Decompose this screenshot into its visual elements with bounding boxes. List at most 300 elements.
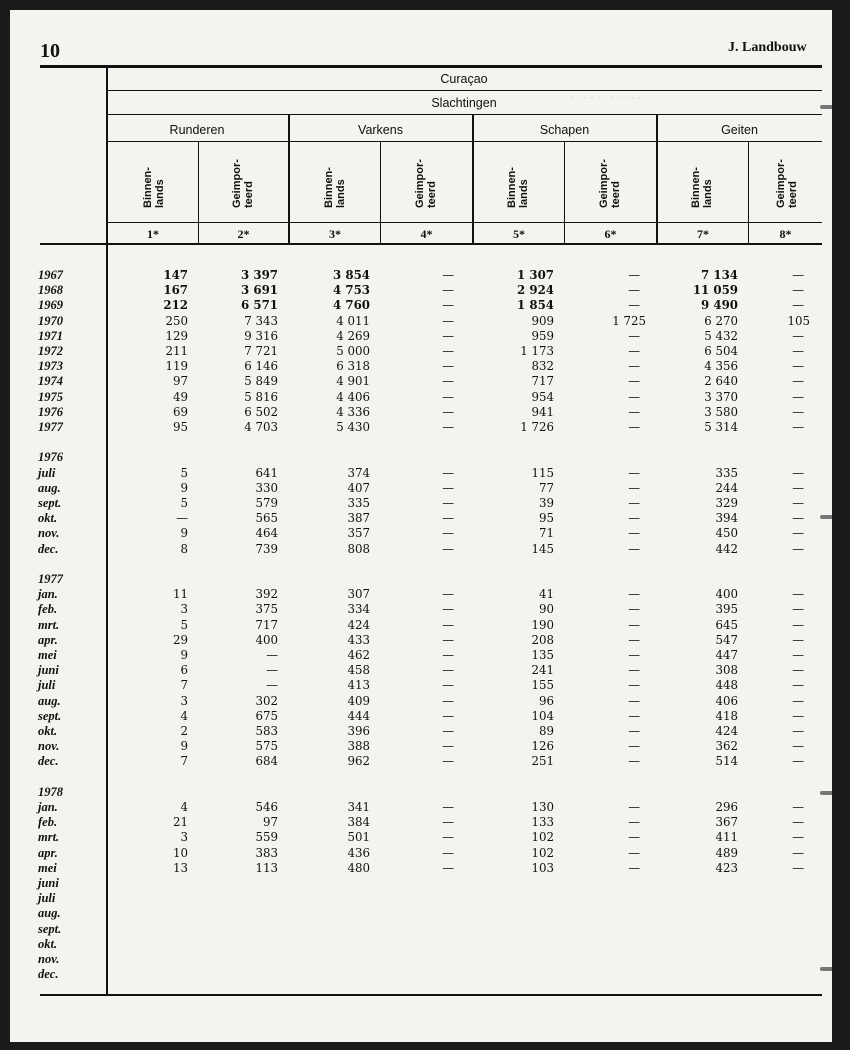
- table-cell: 244: [715, 480, 738, 495]
- table-cell: —: [442, 344, 454, 358]
- table-cell: 329: [715, 496, 738, 510]
- table-cell: 384: [347, 815, 370, 830]
- table-cell: 2 924: [517, 283, 554, 298]
- table-cell: 3 691: [241, 283, 278, 298]
- table-cell: 418: [715, 708, 738, 723]
- subheader-geimporteerd-2: Geimpor- teerd: [231, 159, 255, 208]
- table-cell: —: [628, 617, 640, 632]
- row-label: aug.: [38, 480, 61, 495]
- row-label: apr.: [38, 845, 58, 860]
- row-label: mei: [38, 648, 57, 662]
- table-cell: 433: [347, 632, 370, 647]
- table-cell: —: [442, 404, 454, 419]
- table-cell: —: [628, 389, 640, 404]
- table-cell: —: [266, 678, 278, 693]
- table-cell: —: [792, 587, 804, 602]
- table-cell: 3 580: [704, 404, 738, 419]
- table-cell: 330: [255, 480, 278, 495]
- table-cell: —: [442, 830, 454, 845]
- table-cell: 5 816: [244, 389, 278, 404]
- table-cell: 6 270: [704, 313, 738, 328]
- table-cell: 717: [255, 617, 278, 632]
- table-cell: —: [628, 283, 640, 298]
- table-cell: 6 571: [241, 298, 278, 313]
- table-cell: 211: [165, 344, 188, 358]
- colnum-2: 2*: [237, 227, 250, 241]
- table-cell: —: [442, 754, 454, 769]
- table-cell: 367: [715, 815, 738, 830]
- row-label: sept.: [38, 708, 62, 723]
- table-cell: 424: [715, 724, 738, 738]
- table-cell: —: [628, 830, 640, 845]
- table-cell: —: [442, 632, 454, 647]
- table-cell: —: [442, 374, 454, 389]
- table-cell: —: [442, 328, 454, 343]
- table-cell: —: [442, 617, 454, 632]
- row-label: juli: [38, 465, 56, 480]
- table-cell: 546: [255, 800, 278, 814]
- table-cell: 145: [531, 541, 554, 556]
- table-cell: —: [792, 328, 804, 343]
- table-cell: 119: [165, 359, 188, 374]
- table-cell: —: [792, 648, 804, 662]
- table-cell: —: [442, 708, 454, 723]
- row-label: mei: [38, 860, 57, 875]
- table-cell: —: [442, 420, 454, 434]
- table-cell: 97: [172, 374, 188, 389]
- table-cell: 9 316: [244, 328, 278, 343]
- table-cell: 4 901: [336, 374, 370, 389]
- colnum-4: 4*: [420, 227, 433, 241]
- header-runderen: Runderen: [169, 123, 225, 137]
- table-cell: 717: [531, 374, 554, 389]
- row-label: 1971: [38, 328, 63, 343]
- table-cell: —: [792, 465, 804, 480]
- table-cell: —: [628, 268, 640, 282]
- colnum-7: 7*: [697, 227, 709, 241]
- table-cell: —: [792, 389, 804, 404]
- table-cell: 308: [715, 663, 738, 678]
- table-cell: 400: [715, 587, 738, 602]
- table-cell: 436: [347, 845, 370, 860]
- table-cell: 135: [531, 648, 554, 662]
- row-label: 1977: [38, 420, 63, 434]
- table-cell: 4 269: [336, 328, 370, 343]
- table-cell: 105: [787, 313, 810, 328]
- table-cell: —: [442, 800, 454, 814]
- table-cell: 5: [180, 465, 188, 480]
- table-cell: —: [628, 860, 640, 875]
- table-cell: —: [442, 845, 454, 860]
- row-label: 1976: [38, 404, 63, 419]
- table-cell: 29: [172, 632, 188, 647]
- table-cell: —: [628, 632, 640, 647]
- table-cell: 9 490: [701, 298, 738, 313]
- stub-divider: [106, 65, 108, 996]
- row-label: 1968: [38, 283, 63, 298]
- table-cell: 13: [172, 860, 188, 875]
- subheader-binnenlands-1: Binnen- lands: [142, 167, 166, 208]
- table-cell: —: [792, 298, 804, 313]
- row-label: 1974: [38, 374, 63, 389]
- table-cell: 334: [347, 602, 370, 617]
- table-cell: 362: [715, 739, 738, 754]
- table-cell: 1 173: [520, 344, 554, 358]
- table-cell: —: [628, 693, 640, 708]
- table-cell: 7 343: [244, 313, 278, 328]
- table-cell: 375: [255, 602, 278, 617]
- table-cell: —: [442, 283, 454, 298]
- subheader-binnenlands-5: Binnen- lands: [506, 167, 530, 208]
- table-cell: 7: [180, 678, 188, 693]
- table-cell: —: [266, 648, 278, 662]
- table-cell: 115: [531, 465, 554, 480]
- table-cell: 5 314: [704, 420, 738, 434]
- table-cell: —: [628, 404, 640, 419]
- table-cell: —: [792, 830, 804, 845]
- table-cell: 9: [180, 480, 188, 495]
- table-cell: 167: [163, 283, 188, 298]
- table-cell: 5: [180, 617, 188, 632]
- row-label: 1970: [38, 313, 63, 328]
- table-cell: 565: [255, 511, 278, 526]
- table-cell: —: [442, 268, 454, 282]
- row-label: nov.: [38, 526, 60, 541]
- row-label: 1978: [38, 784, 63, 799]
- table-cell: —: [442, 815, 454, 830]
- binder-ring: [820, 791, 832, 795]
- table-cell: 5 849: [244, 374, 278, 389]
- table-cell: 400: [255, 632, 278, 647]
- subheader-binnenlands-3: Binnen- lands: [323, 167, 347, 208]
- row-label: apr.: [38, 632, 58, 647]
- table-cell: —: [266, 663, 278, 678]
- table-cell: 103: [531, 860, 554, 875]
- table-cell: —: [792, 617, 804, 632]
- row-label: okt.: [38, 724, 58, 738]
- table-cell: 411: [715, 830, 738, 845]
- table-cell: —: [792, 693, 804, 708]
- table-cell: 909: [531, 313, 554, 328]
- table-cell: 41: [538, 587, 554, 602]
- table-cell: 423: [715, 860, 738, 875]
- binder-ring: [820, 515, 832, 519]
- row-label: 1977: [38, 572, 63, 586]
- table-cell: 130: [531, 800, 554, 814]
- table-cell: —: [792, 526, 804, 541]
- table-cell: —: [792, 815, 804, 830]
- table-cell: 208: [531, 632, 554, 647]
- table-cell: —: [792, 404, 804, 419]
- table-cell: 95: [172, 420, 188, 434]
- table-cell: 387: [347, 511, 370, 526]
- bottom-rule: [40, 994, 822, 996]
- table-cell: —: [628, 602, 640, 617]
- table-cell: —: [628, 298, 640, 313]
- table-cell: 90: [538, 602, 554, 617]
- table-cell: —: [628, 754, 640, 769]
- table-cell: —: [442, 739, 454, 754]
- table-cell: 7: [180, 754, 188, 769]
- table-cell: 396: [347, 724, 370, 738]
- table-cell: —: [442, 389, 454, 404]
- table-cell: 335: [347, 496, 370, 510]
- row-label: feb.: [38, 815, 58, 830]
- table-cell: —: [792, 496, 804, 510]
- colnum-6: 6*: [604, 227, 617, 241]
- table-cell: 6: [180, 663, 188, 678]
- table-cell: 1 307: [517, 268, 554, 282]
- row-label: juli: [38, 678, 56, 693]
- table-cell: —: [792, 708, 804, 723]
- table-cell: 514: [715, 754, 738, 769]
- table-cell: 4 336: [336, 404, 370, 419]
- table-cell: 251: [531, 754, 554, 769]
- table-cell: 302: [255, 693, 278, 708]
- header-region: Curaçao: [440, 72, 488, 86]
- table-cell: —: [792, 632, 804, 647]
- row-label: okt.: [38, 936, 58, 951]
- table-cell: 39: [538, 496, 554, 510]
- table-cell: —: [628, 374, 640, 389]
- row-label: dec.: [38, 967, 59, 982]
- table-cell: —: [628, 663, 640, 678]
- table-cell: 4 753: [333, 283, 370, 298]
- table-cell: —: [792, 374, 804, 389]
- row-label: sept.: [38, 921, 62, 936]
- row-label: nov.: [38, 739, 60, 754]
- table-cell: 335: [715, 465, 738, 480]
- table-cell: —: [442, 526, 454, 541]
- colnum-3: 3*: [329, 227, 341, 241]
- table-cell: 10: [172, 845, 188, 860]
- table-cell: 559: [255, 830, 278, 845]
- table-cell: —: [442, 724, 454, 738]
- table-cell: —: [628, 344, 640, 358]
- table-cell: 447: [715, 648, 738, 662]
- header-geiten: Geiten: [721, 123, 758, 137]
- row-label: 1967: [38, 268, 63, 282]
- table-cell: 5 432: [704, 328, 738, 343]
- row-label: juni: [38, 876, 59, 890]
- row-label: dec.: [38, 754, 59, 769]
- row-label: sept.: [38, 496, 62, 510]
- table-cell: —: [792, 724, 804, 738]
- table-cell: —: [628, 465, 640, 480]
- table-cell: 296: [715, 800, 738, 814]
- row-label: aug.: [38, 693, 61, 708]
- table-cell: —: [628, 815, 640, 830]
- table-cell: 4 703: [244, 420, 278, 434]
- table-cell: 1 725: [612, 313, 646, 328]
- row-label: 1972: [38, 344, 63, 358]
- page: [10, 10, 832, 1042]
- row-label: okt.: [38, 511, 58, 526]
- row-label: 1975: [38, 389, 63, 404]
- table-cell: —: [792, 663, 804, 678]
- table-cell: —: [792, 420, 804, 434]
- table-cell: —: [628, 328, 640, 343]
- page-number: 10: [40, 40, 60, 62]
- table-cell: —: [442, 663, 454, 678]
- row-label: dec.: [38, 541, 59, 556]
- row-label: aug.: [38, 906, 61, 921]
- table-cell: —: [792, 283, 804, 298]
- table-cell: 7 134: [701, 268, 738, 282]
- table-cell: 7 721: [244, 344, 278, 358]
- table-cell: 4 760: [333, 298, 370, 313]
- table-cell: 1 726: [520, 420, 554, 434]
- table-cell: 394: [715, 511, 738, 526]
- table-cell: 5 000: [336, 344, 370, 358]
- table-cell: —: [442, 313, 454, 328]
- rule-animals: [106, 141, 822, 142]
- header-schapen: Schapen: [539, 123, 590, 137]
- table-cell: 250: [165, 313, 188, 328]
- table-cell: 6 502: [244, 404, 278, 419]
- table-cell: 241: [531, 663, 554, 678]
- row-label: juli: [38, 891, 56, 906]
- table-cell: —: [628, 845, 640, 860]
- table-cell: 113: [255, 860, 278, 875]
- table-cell: 450: [715, 526, 738, 541]
- table-cell: 95: [538, 511, 554, 526]
- table-cell: —: [628, 678, 640, 693]
- row-label: mrt.: [38, 617, 60, 632]
- table-cell: 1 854: [517, 298, 554, 313]
- row-label: jan.: [38, 800, 58, 814]
- table-cell: 575: [255, 739, 278, 754]
- table-cell: 307: [347, 587, 370, 602]
- table-cell: —: [792, 602, 804, 617]
- table-cell: 645: [715, 617, 738, 632]
- table-cell: —: [442, 496, 454, 510]
- table-cell: 9: [180, 526, 188, 541]
- table-cell: 3: [180, 602, 188, 617]
- table-cell: 579: [255, 496, 278, 510]
- table-cell: 6 146: [244, 359, 278, 374]
- table-cell: 464: [255, 526, 278, 541]
- table-cell: —: [628, 648, 640, 662]
- table-cell: 4: [180, 708, 188, 723]
- table-cell: —: [792, 268, 804, 282]
- table-cell: 3: [180, 693, 188, 708]
- rule-curacao: [106, 90, 822, 91]
- table-cell: —: [628, 708, 640, 723]
- table-cell: —: [628, 526, 640, 541]
- subheader-geimporteerd-8: Geimpor- teerd: [775, 159, 799, 208]
- row-label: 1973: [38, 359, 63, 374]
- table-cell: 3 370: [704, 389, 738, 404]
- table-cell: 395: [715, 602, 738, 617]
- table-cell: 501: [347, 830, 370, 845]
- table-cell: 129: [165, 328, 188, 343]
- table-cell: —: [442, 678, 454, 693]
- table-cell: —: [442, 465, 454, 480]
- table-cell: 424: [347, 617, 370, 632]
- table-cell: 49: [172, 389, 188, 404]
- table-cell: —: [628, 724, 640, 738]
- binder-ring: [820, 967, 832, 971]
- table-cell: 3: [180, 830, 188, 845]
- table-cell: —: [792, 511, 804, 526]
- table-cell: —: [442, 587, 454, 602]
- table-cell: 6 504: [704, 344, 738, 358]
- row-label: 1976: [38, 450, 63, 465]
- table-cell: 4 406: [336, 389, 370, 404]
- table-cell: 3 397: [241, 268, 278, 282]
- table-cell: —: [628, 800, 640, 814]
- table-cell: —: [442, 602, 454, 617]
- table-cell: 392: [255, 587, 278, 602]
- table-cell: 409: [347, 693, 370, 708]
- table-cell: 89: [538, 724, 554, 738]
- table-cell: 959: [531, 328, 554, 343]
- table-cell: —: [442, 541, 454, 556]
- table-cell: 6 318: [336, 359, 370, 374]
- colnum-5: 5*: [513, 227, 525, 241]
- table-cell: 9: [180, 648, 188, 662]
- table-cell: 941: [531, 404, 554, 419]
- table-cell: 190: [531, 617, 554, 632]
- table-cell: —: [176, 511, 188, 526]
- table-cell: 3 854: [333, 268, 370, 282]
- table-cell: —: [628, 511, 640, 526]
- row-label: 1969: [38, 298, 63, 313]
- table-cell: —: [792, 359, 804, 374]
- rule-slachtingen: [106, 114, 822, 115]
- table-cell: 2: [180, 724, 188, 738]
- row-label: juni: [38, 663, 59, 678]
- table-cell: —: [792, 845, 804, 860]
- table-cell: 675: [255, 708, 278, 723]
- table-cell: 641: [255, 465, 278, 480]
- table-cell: —: [628, 587, 640, 602]
- table-cell: 739: [255, 541, 278, 556]
- table-cell: 442: [715, 541, 738, 556]
- table-cell: 357: [347, 526, 370, 541]
- table-cell: —: [628, 420, 640, 434]
- table-cell: —: [442, 511, 454, 526]
- table-cell: 126: [531, 739, 554, 754]
- table-cell: —: [628, 496, 640, 510]
- table-cell: 462: [347, 648, 370, 662]
- table-cell: —: [442, 648, 454, 662]
- table-cell: 2 640: [704, 374, 738, 389]
- table-cell: 5: [180, 496, 188, 510]
- table-cell: 808: [347, 541, 370, 556]
- table-cell: 155: [531, 678, 554, 693]
- table-cell: —: [628, 541, 640, 556]
- table-cell: 954: [531, 389, 554, 404]
- table-cell: —: [792, 344, 804, 358]
- row-label: nov.: [38, 952, 60, 966]
- row-label: feb.: [38, 602, 58, 617]
- table-cell: 4 011: [336, 313, 370, 328]
- table-cell: 413: [347, 678, 370, 693]
- table-cell: 448: [715, 678, 738, 693]
- table-cell: 547: [715, 632, 738, 647]
- table-cell: 444: [347, 708, 370, 723]
- table-cell: 388: [347, 739, 370, 754]
- table-cell: 102: [531, 845, 554, 860]
- table-cell: 9: [180, 739, 188, 754]
- top-rule: [40, 65, 822, 68]
- table-cell: —: [442, 693, 454, 708]
- table-cell: 212: [163, 298, 188, 313]
- row-label: jan.: [38, 587, 58, 602]
- table-cell: 147: [163, 268, 188, 282]
